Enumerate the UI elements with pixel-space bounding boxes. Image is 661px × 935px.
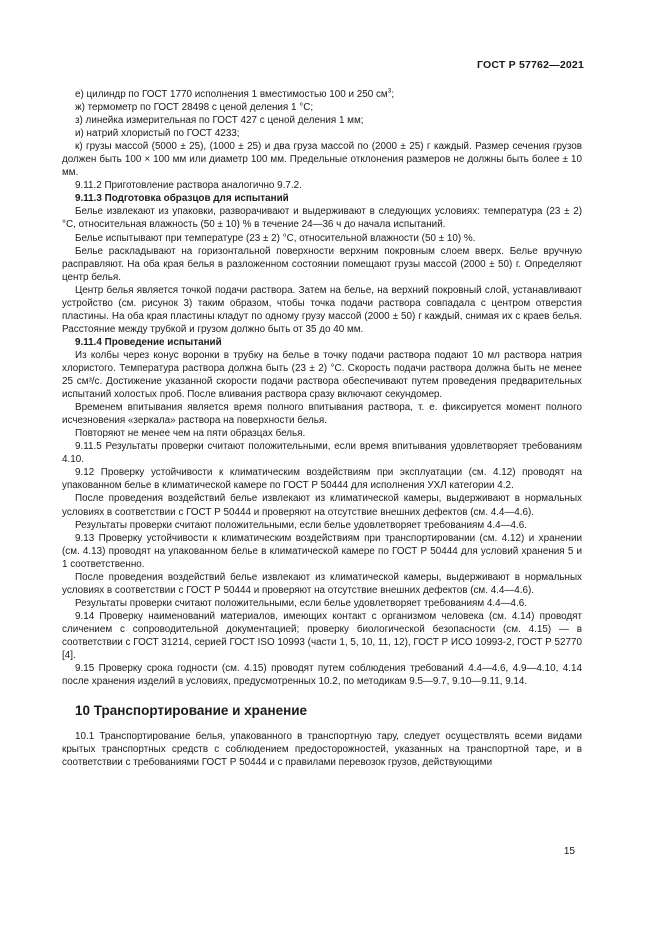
page-number: 15 [563,846,575,857]
paragraph: Центр белья является точкой подачи раствора. Затем на белье, на верхний покровный слой, устанавливают устройство (см. рисунок 3) таким образом, чтобы точка подачи раствора совпадала с центром отверстия пластины. На оба края пластины кладут по одному грузу массой (2000 ± 50) г каждый, снимая их с краев белья. Расстояние между трубкой и грузом должно быть от 35 до 40 мм. [62,284,582,335]
paragraph: 10.1 Транспортирование белья, упакованного в транспортную тару, следует осуществлять всеми видами крытых транспортных средств с соблюдением предосторожностей, указанных на транспортной таре, и в соответствии с требованиями ГОСТ Р 50444 и с правилами перевозок грузов, действующими [62,731,582,769]
document-body [62,88,582,769]
list-item: з) линейка измерительная по ГОСТ 427 с ценой деления 1 мм; [75,115,364,127]
subsection-heading: 9.11.3 Подготовка образцов для испытаний [75,193,289,205]
paragraph: Временем впитывания является время полного впитывания раствора, т. е. фиксируется момент полного исчезновения «зеркала» раствора на поверхности белья. [62,402,582,427]
list-item: ж) термометр по ГОСТ 28498 с ценой деления 1 °C; [75,102,314,114]
paragraph: 9.11.2 Приготовление раствора аналогично 9.7.2. [75,180,302,192]
section-title: 10 Транспортирование и хранение [75,703,308,719]
document-header: ГОСТ Р 57762—2021 [476,59,584,71]
paragraph: Белье испытывают при температуре (23 ± 2) °C, относительной влажности (50 ± 10) %. [75,232,476,244]
paragraph: 9.12 Проверку устойчивости к климатическим воздействиям при эксплуатации (см. 4.12) проводят на упакованном белье в климатической камере по ГОСТ Р 50444 для исполнения УХЛ категории 4.2. [62,467,582,492]
paragraph: Результаты проверки считают положительными, если белье удовлетворяет требованиям 4.4—4.6. [75,519,527,531]
paragraph: 9.14 Проверку наименований материалов, имеющих контакт с организмом человека (см. 4.14) проводят сличением с сопроводительной документацией; проверку биологической безопасности (см. 4.15) — в соответствии с ГОСТ 31214, серией ГОСТ ISO 10993 (части 1, 5, 10, 11, 12), ГОСТ Р ИСО 10993-2, ГОСТ Р 52770 [4]. [62,610,582,662]
paragraph: После проведения воздействий белье извлекают из климатической камеры, выдерживают в нормальных условиях в соответствии с ГОСТ Р 50444 и проверяют на отсутствие внешних дефектов (см. 4.4—4.6). [62,493,582,518]
paragraph: Белье раскладывают на горизонтальной поверхности верхним покровным слоем вверх. Белье вручную расправляют. На оба края белья в разложенном состоянии помещают грузы массой (2000 ± 50) г. Определяют центр белья. [62,245,582,283]
paragraph: Повторяют не менее чем на пяти образцах белья. [75,428,306,440]
paragraph: 9.15 Проверку срока годности (см. 4.15) проводят путем соблюдения требований 4.4—4.6, 4.9—4.10, 4.14 после хранения изделий в условиях, предусмотренных 10.2, по методикам 9.5—9.7, 9.10—9.11, 9.14. [62,663,582,688]
paragraph: 9.11.5 Результаты проверки считают положительными, если время впитывания удовлетворяет требованиям 4.10. [62,441,582,466]
subsection-heading: 9.11.4 Проведение испытаний [75,336,222,348]
list-item: к) грузы массой (5000 ± 25), (1000 ± 25) и два груза массой по (2000 ± 25) г каждый. Размер сечения грузов должен быть 100 × 100 мм или диаметр 100 мм. Предельные отклонения размеров не должны быть более ± 10 мм. [62,141,582,179]
paragraph: Результаты проверки считают положительными, если белье удовлетворяет требованиям 4.4—4.6. [75,597,527,609]
paragraph: Из колбы через конус воронки в трубку на белье в точку подачи раствора подают 10 мл раствора натрия хлористого. Температура раствора должна быть (23 ± 2) °C. Скорость подачи раствора должна быть не менее 25 см³/с. Достижение указанной скорости подачи раствора обеспечивают путем проведения предварительных испытаний холостых проб. После вливания раствора сразу включают секундомер. [62,349,582,401]
list-item: е) цилиндр по ГОСТ 1770 исполнения 1 вместимостью 100 и 250 $см^3$; [75,87,395,100]
paragraph: После проведения воздействий белье извлекают из климатической камеры, выдерживают в нормальных условиях в соответствии с ГОСТ Р 50444 и проверяют на отсутствие внешних дефектов (см. 4.4—4.6). [62,571,582,596]
list-item: и) натрий хлористый по ГОСТ 4233; [75,128,240,140]
paragraph: 9.13 Проверку устойчивости к климатическим воздействиям при транспортировании (см. 4.12) и хранении (см. 4.13) проводят на упакованном белье в климатической камере по ГОСТ Р 50444 для условий хранения 5 и 1 соответственно. [62,532,582,570]
paragraph: Белье извлекают из упаковки, разворачивают и выдерживают в следующих условиях: температура (23 ± 2) °C, относительная влажность (50 ± 10) % в течение 24—36 ч до начала испытаний. [62,206,582,231]
